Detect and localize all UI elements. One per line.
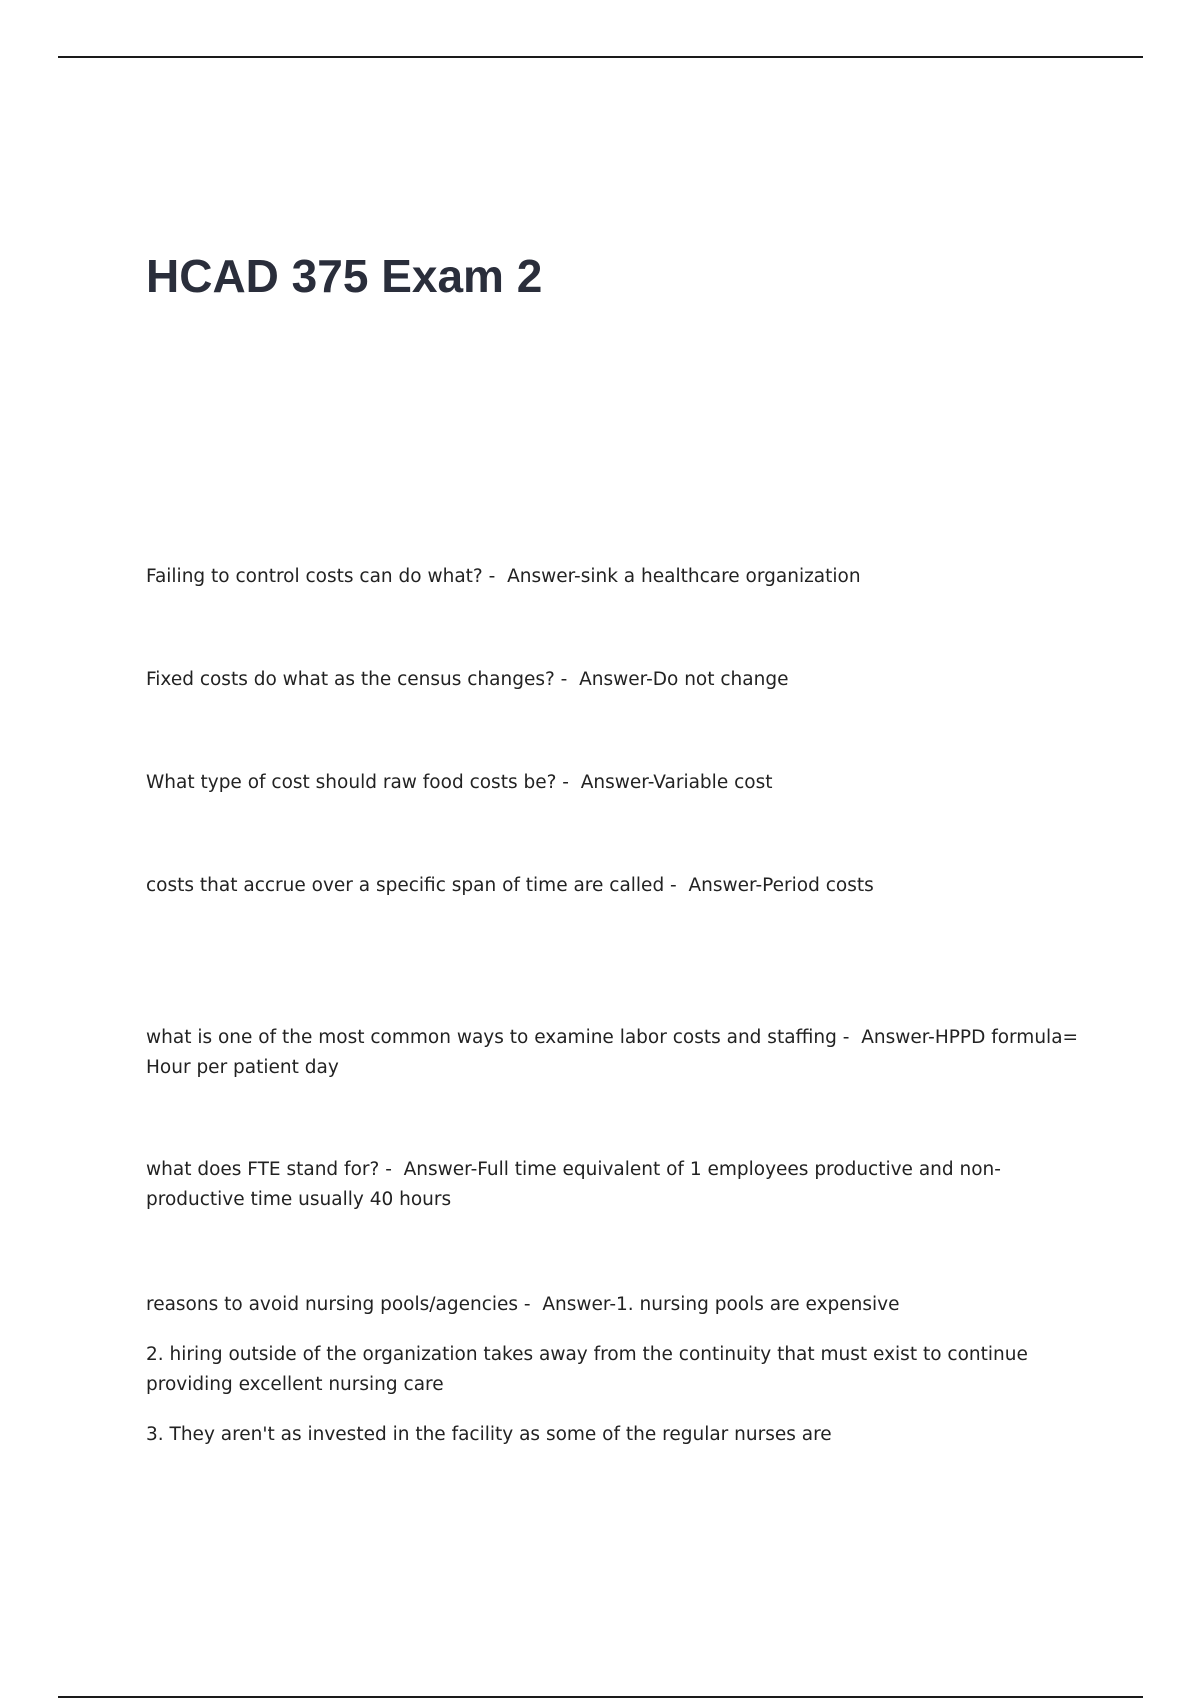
qa-text bbox=[146, 1290, 1086, 1320]
qa-item-1 bbox=[146, 562, 1086, 592]
qa-item-3 bbox=[146, 768, 1086, 798]
question-text: Fixed costs do what as the census changes? - bbox=[146, 669, 568, 690]
answer-text: Answer-Full time equivalent of 1 employees productive and non-productive time usually 40 hours bbox=[146, 1159, 1001, 1210]
question-text: reasons to avoid nursing pools/agencies - bbox=[146, 1294, 531, 1315]
question-text: what is one of the most common ways to examine labor costs and staffing - bbox=[146, 1027, 850, 1048]
answer-continuation: 3. They aren't as invested in the facility as some of the regular nurses are bbox=[146, 1424, 832, 1445]
answer-text: Answer-Variable cost bbox=[580, 772, 773, 793]
qa-item-6 bbox=[146, 1155, 1086, 1215]
footer-rule bbox=[58, 1696, 1143, 1698]
question-text: Failing to control costs can do what? - bbox=[146, 566, 496, 587]
answer-continuation: 2. hiring outside of the organization takes away from the continuity that must exist to continue providing excellent nursing care bbox=[146, 1344, 1028, 1395]
qa-text bbox=[146, 1023, 1086, 1083]
qa-item-4 bbox=[146, 871, 1086, 901]
document-title: HCAD 375 Exam 2 bbox=[146, 250, 543, 302]
qa-item-7 bbox=[146, 1290, 1086, 1450]
answer-text: Answer-Period costs bbox=[688, 875, 874, 896]
answer-text: Answer-sink a healthcare organization bbox=[507, 566, 861, 587]
qa-item-5 bbox=[146, 1023, 1086, 1083]
qa-text bbox=[146, 768, 1086, 798]
answer-text: Answer-1. nursing pools are expensive bbox=[542, 1294, 900, 1315]
header-rule bbox=[58, 56, 1143, 58]
question-text: what does FTE stand for? - bbox=[146, 1159, 392, 1180]
qa-text bbox=[146, 562, 1086, 592]
question-text: What type of cost should raw food costs be? - bbox=[146, 772, 569, 793]
answer-text: Answer-Do not change bbox=[579, 669, 789, 690]
qa-text bbox=[146, 665, 1086, 695]
qa-item-2 bbox=[146, 665, 1086, 695]
qa-text bbox=[146, 871, 1086, 901]
answer-text: Answer-HPPD formula= Hour per patient day bbox=[146, 1027, 1079, 1078]
qa-text bbox=[146, 1155, 1086, 1215]
question-text: costs that accrue over a specific span of time are called - bbox=[146, 875, 677, 896]
